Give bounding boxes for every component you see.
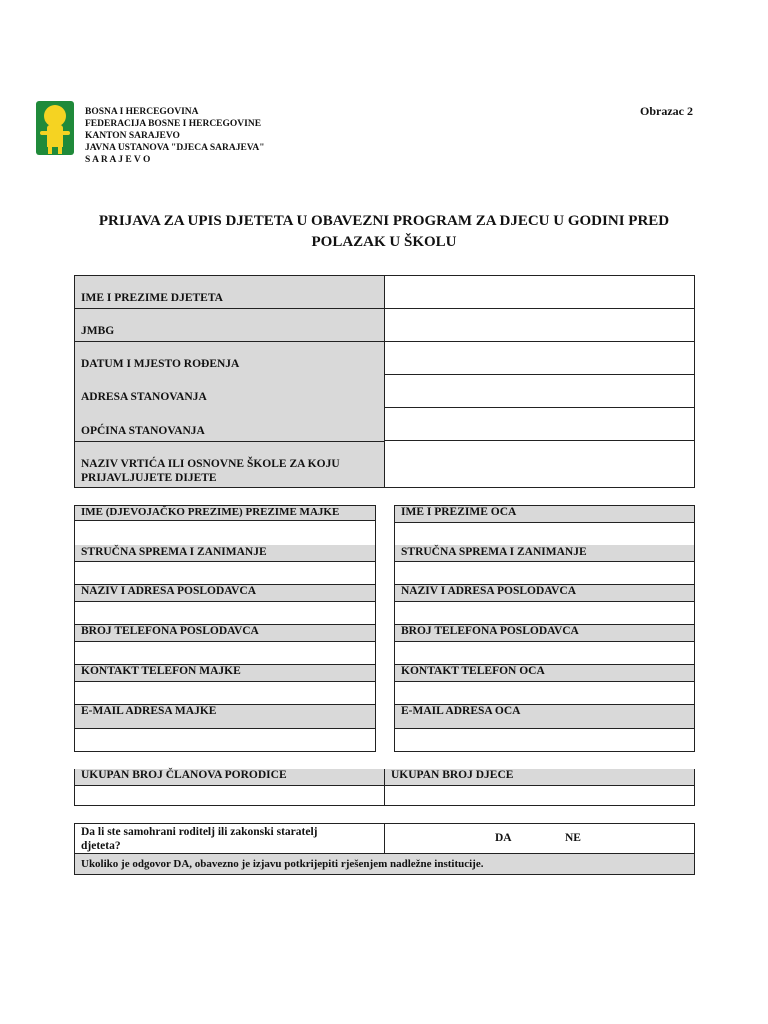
logo-leg-right [58,145,62,154]
question-line2: djeteta? [81,840,121,852]
child-school-label [81,457,340,485]
father-name-label: IME I PREZIME OCA [401,506,517,518]
logo-body [47,125,63,147]
child-address-label: ADRESA STANOVANJA [81,391,207,403]
mother-employer-field[interactable] [75,602,375,624]
divider [74,308,385,309]
divider [74,805,695,806]
mother-employer-phone-field[interactable] [75,642,375,664]
child-jmbg-field[interactable] [384,308,695,342]
family-members-label: UKUPAN BROJ ČLANOVA PORODICE [81,769,287,781]
father-employer-phone-label: BROJ TELEFONA POSLODAVCA [401,625,579,637]
org-line: FEDERACIJA BOSNE I HERCEGOVINE [85,119,262,129]
father-phone-label: KONTAKT TELEFON OCA [401,665,545,677]
org-line: S A R A J E V O [85,155,151,165]
mother-email-label: E-MAIL ADRESA MAJKE [81,705,217,717]
mother-name-label: IME (DJEVOJAČKO PREZIME) PREZIME MAJKE [81,506,340,518]
father-education-field[interactable] [395,562,694,584]
divider [74,341,385,342]
father-education-label: STRUČNA SPREMA I ZANIMANJE [401,546,587,558]
child-jmbg-label: JMBG [81,325,115,337]
father-email-field[interactable] [395,729,694,751]
question-line1: Da li ste samohrani roditelj ili zakonski staratelj [81,826,318,838]
mother-education-field[interactable] [75,562,375,584]
child-birth-field[interactable] [384,341,695,375]
child-address-field[interactable] [384,374,695,408]
mother-name-field[interactable] [75,521,375,545]
child-school-label-line2: PRIJAVLJUJETE DIJETE [81,472,217,484]
form-title [60,211,708,253]
org-line: JAVNA USTANOVA "DJECA SARAJEVA" [85,143,265,153]
single-parent-question [81,825,318,853]
mother-phone-field[interactable] [75,682,375,704]
father-name-field[interactable] [395,523,694,545]
answer-no[interactable]: NE [565,832,581,844]
form-title-line2: POLAZAK U ŠKOLU [311,234,457,250]
answer-yes[interactable]: DA [495,832,512,844]
child-school-label-line1: NAZIV VRTIĆA ILI OSNOVNE ŠKOLE ZA KOJU [81,458,340,470]
child-birth-label: DATUM I MJESTO ROĐENJA [81,358,240,370]
form-number: Obrazac 2 [640,104,693,118]
divider [694,769,695,806]
divider [74,441,385,442]
father-employer-label: NAZIV I ADRESA POSLODAVCA [401,585,576,597]
children-count-field[interactable] [385,786,694,805]
mother-employer-phone-label: BROJ TELEFONA POSLODAVCA [81,625,259,637]
family-members-field[interactable] [75,786,384,805]
child-school-field[interactable] [384,440,695,488]
father-phone-field[interactable] [395,682,694,704]
father-employer-phone-field[interactable] [395,642,694,664]
form-title-line1: PRIJAVA ZA UPIS DJETETA U OBAVEZNI PROGRAM ZA DJECU U GODINI PRED [98,213,670,229]
single-parent-note: Ukoliko je odgovor DA, obavezno je izjavu potkrijepiti rješenjem nadležne institucije. [81,858,484,870]
child-name-field[interactable] [384,275,695,309]
org-line: KANTON SARAJEVO [85,131,180,141]
father-employer-field[interactable] [395,602,694,624]
institution-logo [36,101,74,155]
father-email-label: E-MAIL ADRESA OCA [401,705,521,717]
mother-email-field[interactable] [75,729,375,751]
mother-phone-label: KONTAKT TELEFON MAJKE [81,665,241,677]
child-municipality-label: OPĆINA STANOVANJA [81,425,205,437]
child-name-label: IME I PREZIME DJETETA [81,292,223,304]
mother-employer-label: NAZIV I ADRESA POSLODAVCA [81,585,256,597]
mother-education-label: STRUČNA SPREMA I ZANIMANJE [81,546,267,558]
org-line: BOSNA I HERCEGOVINA [85,107,199,117]
organization-block [85,106,265,166]
logo-leg-left [48,145,52,154]
children-count-label: UKUPAN BROJ DJECE [391,769,514,781]
child-municipality-field[interactable] [384,407,695,441]
logo-sun-head [44,105,66,127]
divider [384,823,385,854]
